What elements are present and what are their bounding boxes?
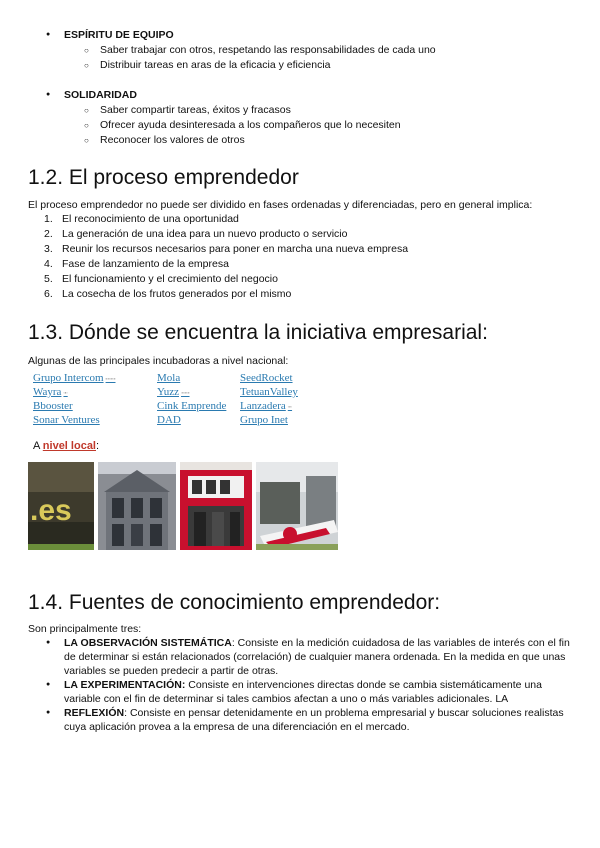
incubator-link[interactable]: TetuanValley xyxy=(240,386,298,398)
incubator-row xyxy=(33,372,333,386)
list-item: ○ Saber trabajar con otros, respetando las responsabilidades de cada uno xyxy=(0,43,600,58)
solidarity-block xyxy=(0,88,600,148)
incubator-link[interactable]: Yuzz ▫▪▫▪▫▪ xyxy=(157,386,190,398)
incubator-link[interactable]: Grupo Inet xyxy=(240,414,288,426)
list-item: 2. La generación de una idea para un nuevo producto o servicio xyxy=(44,228,348,240)
incubator-link[interactable]: SeedRocket xyxy=(240,372,293,384)
values-block xyxy=(0,28,600,73)
photo-building-grey xyxy=(98,462,176,550)
solidarity-title: ● SOLIDARIDAD xyxy=(0,88,600,102)
list-item: 6. La cosecha de los frutos generados por el mismo xyxy=(44,288,292,300)
incubator-links xyxy=(33,372,333,428)
photo-es-logo xyxy=(28,462,94,550)
incubator-link[interactable]: Sonar Ventures xyxy=(33,414,100,426)
section-heading-process: 1.2. El proceso emprendedor xyxy=(28,166,299,189)
incubator-link[interactable]: Lanzadera ▫▪▫ xyxy=(240,400,293,412)
local-label: A nivel local: xyxy=(33,440,100,452)
incubator-row xyxy=(33,414,333,428)
list-item: ○ Reconocer los valores de otros xyxy=(0,133,600,148)
list-item: ○ Saber compartir tareas, éxitos y fracasos xyxy=(0,103,600,118)
incubator-link[interactable]: Wayra ▫▪▫ xyxy=(33,386,68,398)
list-item: ● LA OBSERVACIÓN SISTEMÁTICA: Consiste en la medición cuidadosa de las variables de interés con el fin de determinar si están relacionados (correlación) de cualquier manera ordenada. En la medida en que unas variables se pueden predecir a partir de otras. xyxy=(0,636,578,678)
local-photos xyxy=(28,462,338,550)
incubator-link[interactable]: Cink Emprende xyxy=(157,400,227,412)
incubators-intro: Algunas de las principales incubadoras a nivel nacional: xyxy=(28,355,289,367)
photo-banner xyxy=(256,462,338,550)
list-item: ○ Distribuir tareas en aras de la eficacia y eficiencia xyxy=(0,58,600,73)
list-item: 5. El funcionamiento y el crecimiento del negocio xyxy=(44,273,278,285)
incubator-row xyxy=(33,386,333,400)
process-intro: El proceso emprendedor no puede ser dividido en fases ordenadas y diferenciadas, pero en general implica: xyxy=(28,199,533,211)
section-heading-sources: 1.4. Fuentes de conocimiento emprendedor: xyxy=(28,591,441,614)
values-title: ● ESPÍRITU DE EQUIPO xyxy=(0,28,600,42)
local-link[interactable]: nivel local xyxy=(42,440,96,452)
sources-list xyxy=(0,636,578,734)
incubator-link[interactable]: DAD xyxy=(157,414,181,426)
list-item: 4. Fase de lanzamiento de la empresa xyxy=(44,258,229,270)
list-item: 1. El reconocimiento de una oportunidad xyxy=(44,213,239,225)
section-heading-initiative: 1.3. Dónde se encuentra la iniciativa empresarial: xyxy=(28,321,488,344)
list-item: ● REFLEXIÓN: Consiste en pensar detenidamente en un problema empresarial y buscar soluciones realistas cuya aplicación provea a la empresa de una diferenciación en el mercado. xyxy=(0,706,578,734)
process-steps xyxy=(0,212,600,302)
sources-intro: Son principalmente tres: xyxy=(28,623,142,635)
incubator-link[interactable]: Mola xyxy=(157,372,181,384)
list-item: ● LA EXPERIMENTACIÓN: Consiste en intervenciones directas donde se cambia sistemáticamente una variable con el fin de determinar si tales cambios afectan a uno o más variables adicionales. LA xyxy=(0,678,578,706)
photo-building-red xyxy=(180,462,252,550)
incubator-link[interactable]: Bbooster xyxy=(33,400,73,412)
incubator-row xyxy=(33,400,333,414)
list-item: ○ Ofrecer ayuda desinteresada a los compañeros que lo necesiten xyxy=(0,118,600,133)
list-item: 3. Reunir los recursos necesarios para poner en marcha una nueva empresa xyxy=(44,243,409,255)
incubator-link[interactable]: Grupo Intercom ▪▫▪▫▪▫▪ xyxy=(33,372,116,384)
svg-text:.es: .es xyxy=(30,494,72,527)
